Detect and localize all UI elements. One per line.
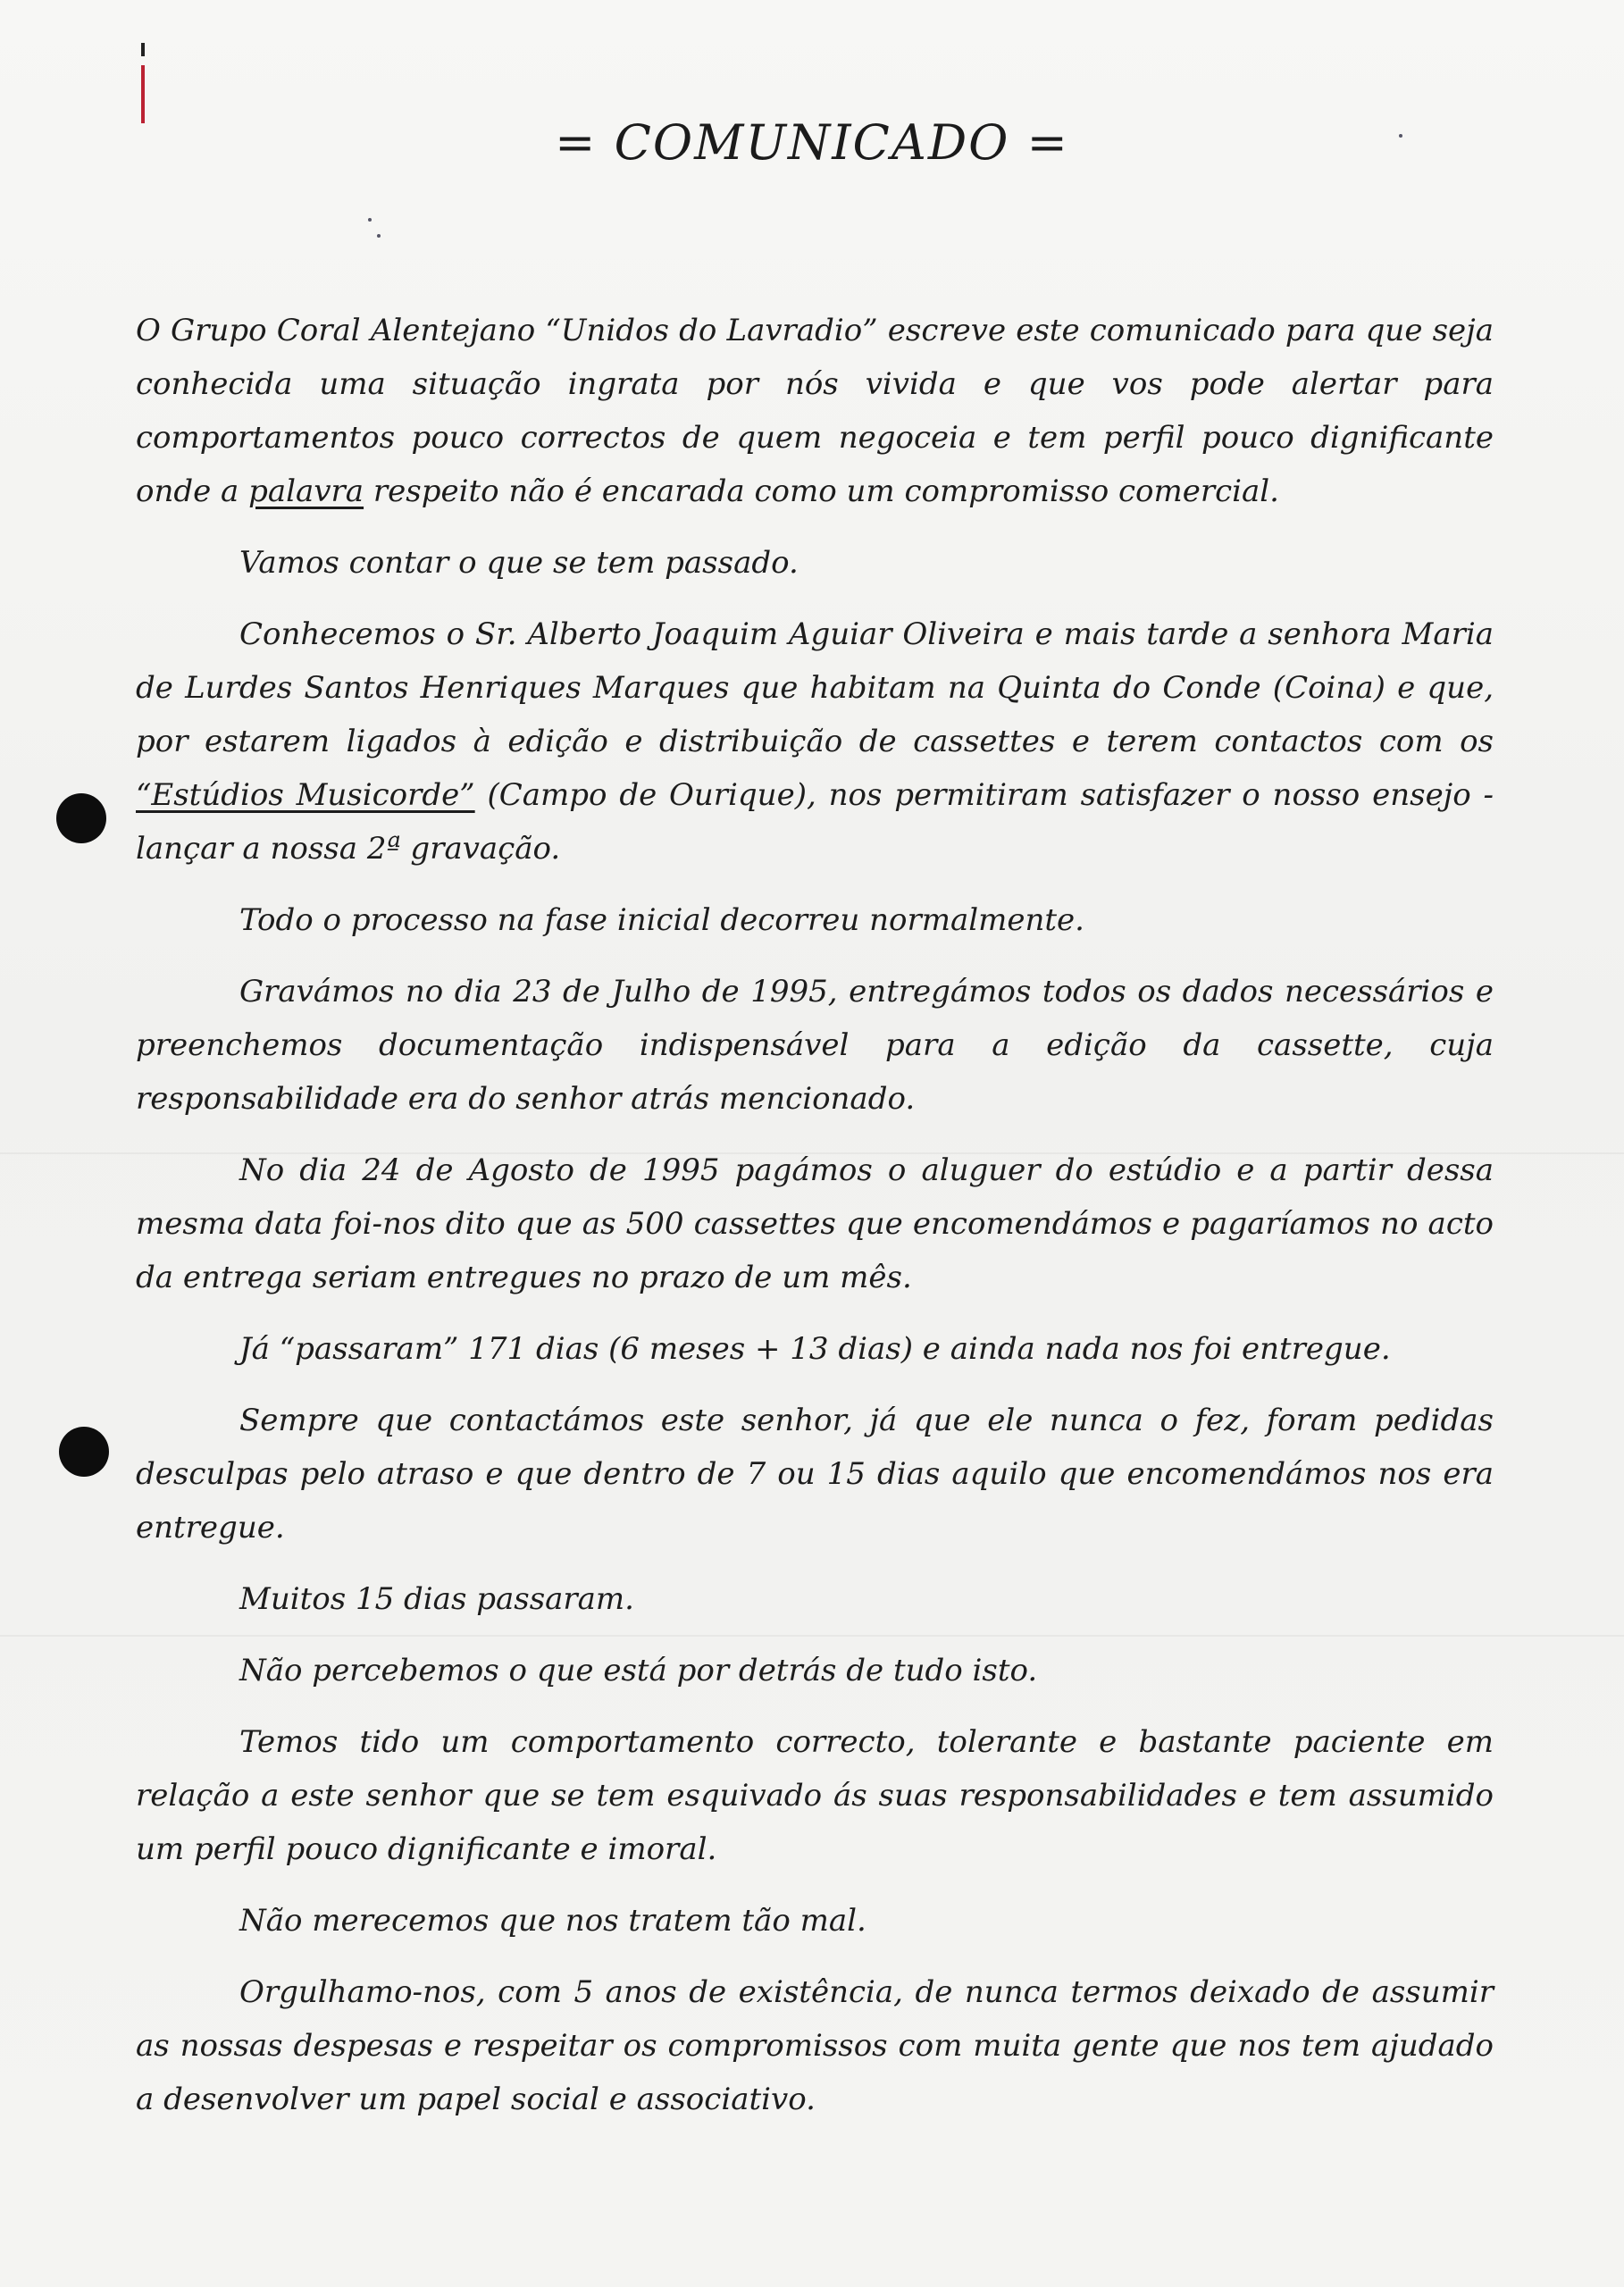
paragraph-intro: O Grupo Coral Alentejano “Unidos do Lavradio” escreve este comunicado para que seja conhecida uma situação ingrata por nós vivida e que vos pode alertar para comportamentos pouco correctos de quem negoceia e tem perfil pouco dignificante onde a palavra respeito não é encarada como um compromisso comercial. (136, 313, 1494, 509)
paragraph: Vamos contar o que se tem passado. (239, 545, 799, 581)
paragraph: Não merecemos que nos tratem tão mal. (239, 1903, 866, 1939)
paragraph: Todo o processo na fase inicial decorreu normalmente. (239, 902, 1084, 938)
paragraph: Já “passaram” 171 dias (6 meses + 13 dias) e ainda nada nos foi entregue. (239, 1331, 1391, 1367)
page-title: = COMUNICADO = (555, 114, 1069, 171)
paragraph: Muitos 15 dias passaram. (239, 1581, 634, 1617)
paragraph: Gravámos no dia 23 de Julho de 1995, entregámos todos os dados necessários e preenchemos documentação indispensável para a edição da cassette, cuja responsabilidade era do senhor atrás mencionado. (136, 974, 1494, 1117)
punch-hole (56, 793, 106, 843)
paragraph: Sempre que contactámos este senhor, já que ele nunca o fez, foram pedidas desculpas pelo atraso e que dentro de 7 ou 15 dias aquilo que encomendámos nos era entregue. (136, 1403, 1494, 1546)
paragraph: Conhecemos o Sr. Alberto Joaquim Aguiar Oliveira e mais tarde a senhora Maria de Lurdes Santos Henriques Marques que habitam na Quinta do Conde (Coina) e que, por estarem ligados à edição e distribuição de cassettes e terem contactos com os “Estúdios Musicorde” (Campo de Ourique), nos permitiram satisfazer o nosso ensejo - lançar a nossa 2ª gravação. (136, 616, 1494, 867)
paragraph: Temos tido um comportamento correcto, tolerante e bastante paciente em relação a este senhor que se tem esquivado ás suas responsabilidades e tem assumido um perfil pouco dignificante e imoral. (136, 1724, 1494, 1867)
underlined-studio-name: “Estúdios Musicorde” (136, 777, 475, 813)
ink-speck (377, 234, 381, 238)
paragraph: Orgulhamo-nos, com 5 anos de existência, de nunca termos deixado de assumir as nossas despesas e respeitar os compromissos com muita gente que nos tem ajudado a desenvolver um papel social e associativo. (136, 1974, 1494, 2117)
punch-hole (59, 1427, 109, 1477)
paragraph: Não percebemos o que está por detrás de tudo isto. (239, 1653, 1038, 1688)
underlined-word: palavra (248, 473, 364, 509)
ink-speck (368, 218, 372, 222)
document-body (136, 304, 1494, 2144)
paragraph: No dia 24 de Agosto de 1995 pagámos o aluguer do estúdio e a partir dessa mesma data foi-nos dito que as 500 cassettes que encomendámos e pagaríamos no acto da entrega seriam entregues no prazo de um mês. (136, 1152, 1494, 1295)
